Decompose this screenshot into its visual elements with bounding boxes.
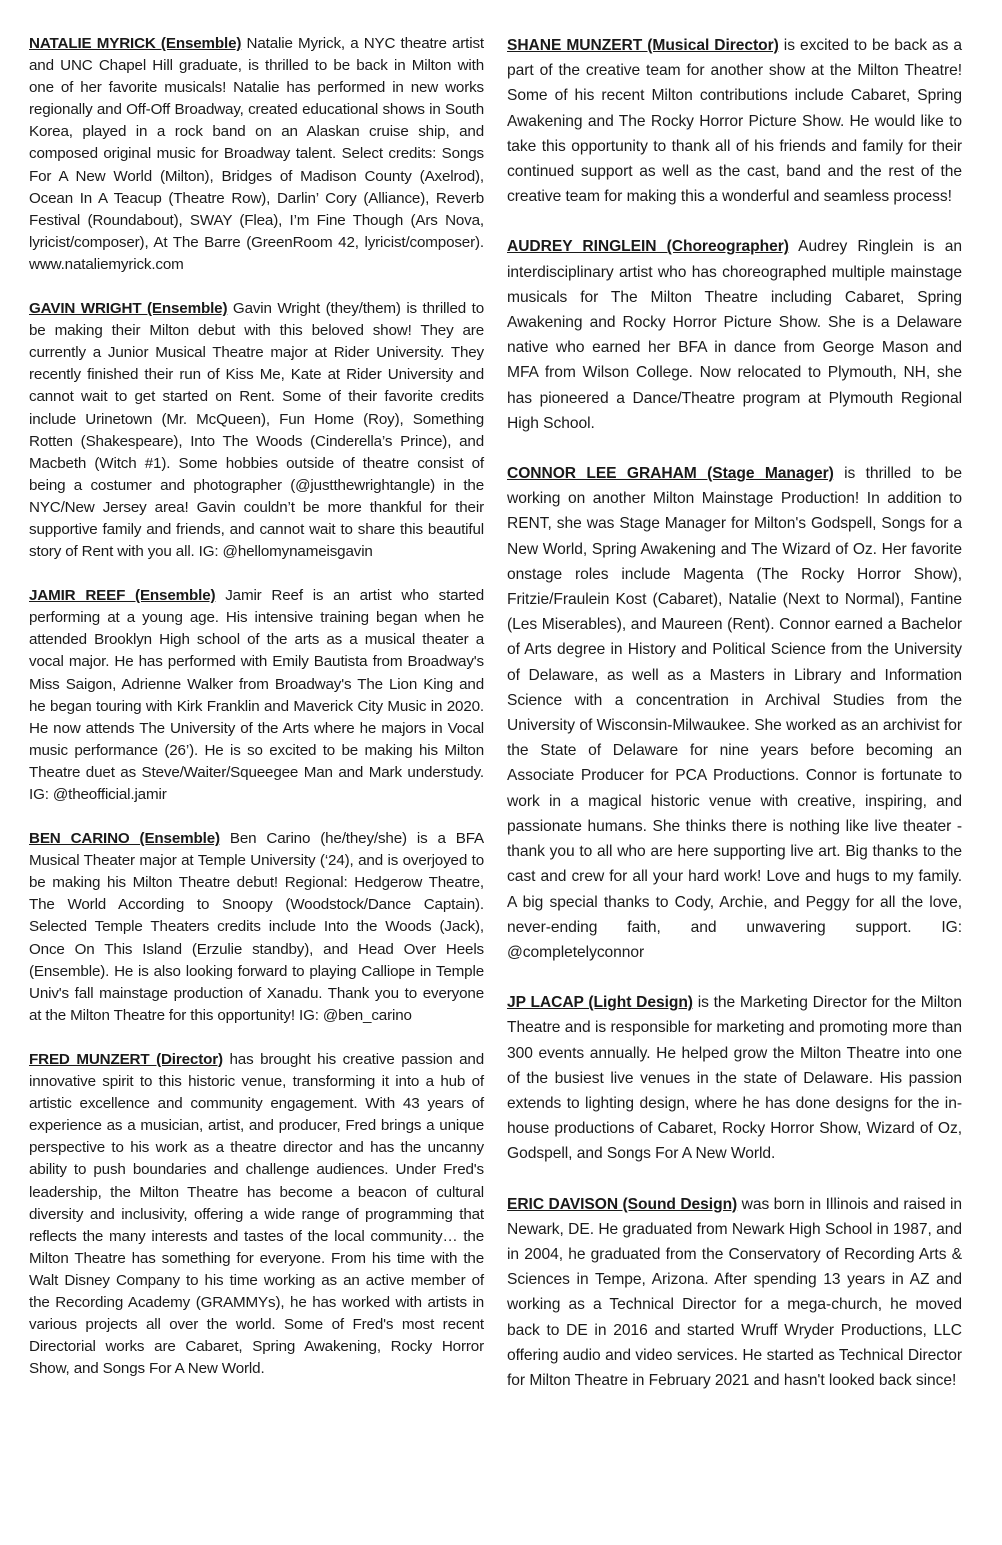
bio-name: ERIC DAVISON (Sound Design) [507, 1195, 738, 1213]
bio-name: CONNOR LEE GRAHAM (Stage Manager) [507, 465, 834, 483]
bio-gavin-wright [29, 298, 484, 563]
bio-name: JP LACAP (Light Design) [507, 994, 693, 1012]
bio-name: SHANE MUNZERT (Musical Director) [507, 37, 779, 54]
bio-audrey-ringlein [507, 234, 962, 436]
bio-fred-munzert [29, 1049, 484, 1380]
bio-text: Jamir Reef is an artist who started performing at a young age. His intensive training began when he attended Brooklyn High school of the arts as a musical theater a vocal major. He has performed with Emily Bautista from Broadway's Miss Saigon, Adrienne Walker from Broadway's The Lion King and he began touring with Kirk Franklin and Maverick City Music in 2020. He now attends The University of the Arts where he majors in Vocal music performance (26’). He is so excited to be making his Milton Theatre duet as Steve/Waiter/Squeegee Man and Mark understudy. IG: @theofficial.jamir [29, 587, 485, 803]
bio-text: is the Marketing Director for the Milton Theatre and is responsible for marketing and promoting more than 300 events annually. He helped grow the Milton Theatre into one of the busiest live venues in the state of Delaware. His passion extends to lighting design, where he has done designs for the in-house productions of Cabaret, Rocky Horror Show, Wizard of Oz, Godspell, and Songs For A New World. [507, 994, 963, 1163]
bio-text: Natalie Myrick, a NYC theatre artist and UNC Chapel Hill graduate, is thrilled to be back in Milton with one of her favorite musicals! Natalie has performed in new works regionally and Off-Off Broadway, created educational shows in South Korea, played in a rock band on an Alaskan cruise ship, and composed original music for Broadway talent. Select credits: Songs For A New World (Milton), Bridges of Madison County (Axelrod), Ocean In A Teacup (Theatre Row), Darlin’ Cory (Alliance), Reverb Festival (Roundabout), SWAY (Flea), I’m Fine Though (Ars Nova, lyricist/composer), At The Barre (GreenRoom 42, lyricist/composer). www.nataliemyrick.com [29, 35, 484, 273]
bio-connor-lee-graham [507, 461, 962, 965]
bio-name: BEN CARINO (Ensemble) [29, 830, 220, 848]
bio-ben-carino [29, 828, 484, 1027]
bio-text: is excited to be back as a part of the creative team for another show at the Milton Theatre! Some of his recent Milton contributions include Cabaret, Spring Awakening and The Rocky Horror Picture Show. He would like to take this opportunity to thank all of his friends and family for their continued support as well as the cast, band and the rest of the creative team for making this a wonderful and seamless process! [507, 37, 963, 206]
bio-name: GAVIN WRIGHT (Ensemble) [29, 300, 228, 318]
bio-text: is thrilled to be working on another Milton Mainstage Production! In addition to RENT, she was Stage Manager for Milton's Godspell, Songs for a New World, Spring Awakening and The Wizard of Oz. Her favorite onstage roles include Magenta (The Rocky Horror Show), Fritzie/Fraulein Kost (Cabaret), Natalie (Next to Normal), Fantine (Les Miserables), and Maureen (Rent). Connor earned a Bachelor of Arts degree in History and Political Science from the University of Delaware, as well as a Masters in Library and Information Science with a concentration in Archival Studies from the University of Wisconsin-Milwaukee. She worked as an archivist for the State of Delaware for nine years before becoming an Associate Producer for PCA Productions. Connor is fortunate to work in a magical historic venue with creative, inspiring, and passionate humans. She thinks there is nothing like live theater - thank you to all who are here supporting live art. Big thanks to the cast and crew for all your hard work! Love and hugs to my family. A big special thanks to Cody, Archie, and Peggy for all the love, never-ending faith, and unwavering support. IG: @completelyconnor [507, 465, 962, 961]
bio-shane-munzert [507, 33, 962, 209]
bio-text: Audrey Ringlein is an interdisciplinary artist who has choreographed multiple mainstage musicals for The Milton Theatre including Cabaret, Spring Awakening and Rocky Horror Picture Show. She is a Delaware native who earned her BFA in dance from George Mason and MFA from Wilson College. Now relocated to Plymouth, NH, she has pioneered a Dance/Theatre program at Plymouth Regional High School. [507, 238, 962, 432]
bio-jamir-reef [29, 585, 484, 806]
bio-name: JAMIR REEF (Ensemble) [29, 587, 216, 605]
right-column [507, 33, 962, 1418]
bio-name: FRED MUNZERT (Director) [29, 1050, 223, 1068]
bio-name: AUDREY RINGLEIN (Choreographer) [507, 238, 789, 256]
bio-name: NATALIE MYRICK (Ensemble) [29, 35, 242, 52]
bio-natalie-myrick [29, 33, 484, 276]
left-column [29, 33, 484, 1402]
bio-jp-lacap [507, 990, 962, 1166]
bio-eric-davison [507, 1192, 962, 1394]
bio-text: Gavin Wright (they/them) is thrilled to be making their Milton debut with this beloved show! They are currently a Junior Musical Theatre major at Rider University. They recently finished their run of Kiss Me, Kate at Rider University and cannot wait to get started on Rent. Some of their favorite credits include Urinetown (Mr. McQueen), Fun Home (Roy), Something Rotten (Shakespeare), Into The Woods (Cinderella’s Prince), and Macbeth (Witch #1). Some hobbies outside of theatre consist of being a costumer and photographer (@justthewrightangle) in the NYC/New Jersey area! Gavin couldn’t be more thankful for their supportive family and friends, and cannot wait to share this beautiful story of Rent with you all. IG: @hellomynameisgavin [29, 300, 484, 561]
bio-text: has brought his creative passion and innovative spirit to this historic venue, transforming it into a hub of artistic excellence and community engagement. With 43 years of experience as a musician, artist, and producer, Fred brings a unique perspective to his work as a theatre director and has the uncanny ability to push boundaries and challenge audiences. Under Fred's leadership, the Milton Theatre has become a beacon of cultural diversity and inclusivity, offering a wide range of programming that reflects the many interests and tastes of the local community… the Milton Theatre has something for everyone. From his time with the Walt Disney Company to his time working as an active member of the Recording Academy (GRAMMYs), he has worked with artists in various projects all over the world. Some of Fred's most recent Directorial works are Cabaret, Spring Awakening, Rocky Horror Show, and Songs For A New World. [29, 1050, 484, 1378]
bio-text: Ben Carino (he/they/she) is a BFA Musical Theater major at Temple University (‘24), and is overjoyed to be making his Milton Theatre debut! Regional: Hedgerow Theatre, The World According to Snoopy (Woodstock/Dance Captain). Selected Temple Theaters credits include Into the Woods (Jack), Once On This Island (Erzulie standby), and Head Over Heels (Ensemble). He is also looking forward to playing Calliope in Temple Univ's fall mainstage production of Xanadu. Thank you to everyone at the Milton Theatre for this opportunity! IG: @ben_carino [29, 830, 485, 1024]
bio-text: was born in Illinois and raised in Newark, DE. He graduated from Newark High School in 1987, and in 2004, he graduated from the Conservatory of Recording Arts & Sciences in Tempe, Arizona. After spending 13 years in AZ and working as a Technical Director for a mega-church, he moved back to DE in 2016 and started Wruff Wryder Productions, LLC offering audio and video services. He started as Technical Director for Milton Theatre in February 2021 and hasn't looked back since! [507, 1195, 962, 1389]
